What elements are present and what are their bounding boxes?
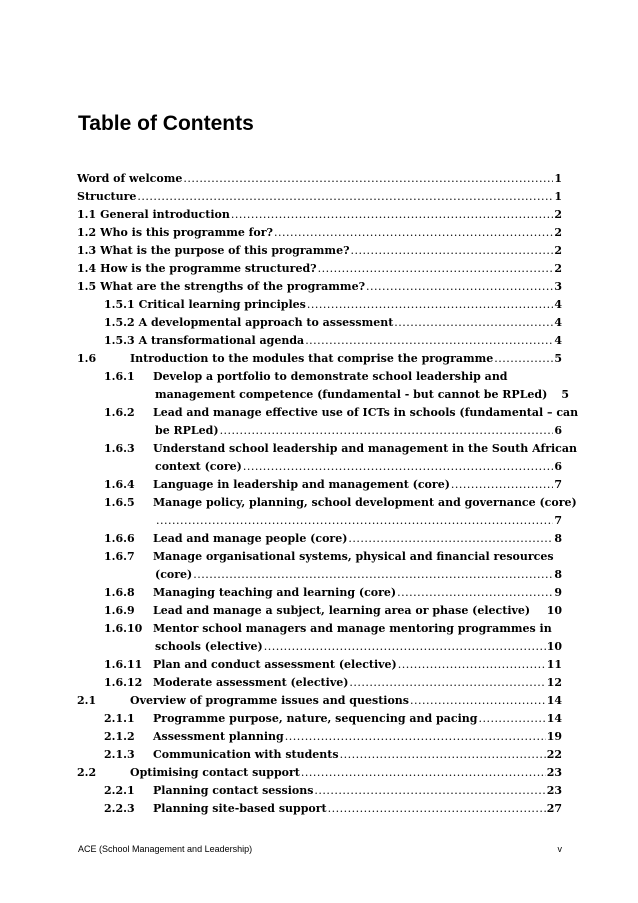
toc-page-number: 27: [546, 802, 562, 815]
toc-page-number: 4: [554, 298, 562, 311]
toc-entry-text: Understand school leadership and management in the South African: [153, 442, 577, 455]
toc-entry-text: Plan and conduct assessment (elective): [153, 658, 397, 671]
toc-entry-text: What is the purpose of this programme?: [100, 244, 350, 257]
toc-entry-text: context (core): [155, 460, 242, 473]
toc-entry-number: 1.1: [77, 208, 97, 221]
leader-dots: [193, 566, 553, 584]
toc-page-number: 6: [554, 424, 562, 437]
toc-entry-number: 1.6.10: [104, 622, 143, 635]
footer-document-title: ACE (School Management and Leadership): [78, 844, 253, 854]
leader-dots: [351, 242, 554, 260]
toc-page-number: 14: [546, 694, 562, 707]
toc-entry-text: Introduction to the modules that comprise the programme: [130, 352, 494, 365]
toc-entry-text: Lead and manage effective use of ICTs in schools (fundamental – can: [153, 406, 579, 419]
toc-page-number: 2: [554, 226, 562, 239]
toc-entry-text: Lead and manage people (core): [153, 532, 348, 545]
leader-dots: [137, 188, 553, 206]
leader-dots: [478, 710, 545, 728]
toc-entry-number: 2.1.1: [104, 712, 135, 725]
toc-page-number: 2: [554, 262, 562, 275]
toc-entry-number: 1.6.1: [104, 370, 135, 383]
toc-entry-1-5-1[interactable]: [77, 296, 562, 314]
toc-entry-1-5-3[interactable]: [77, 332, 562, 350]
toc-entry-1-6-3-continued[interactable]: [77, 458, 562, 476]
toc-entry-number: 1.6.4: [104, 478, 135, 491]
toc-entry-1-6-4[interactable]: [77, 476, 562, 494]
toc-entry-text: Mentor school managers and manage mentoring programmes in: [153, 622, 552, 635]
leader-dots: [398, 656, 546, 674]
leader-dots: [220, 422, 554, 440]
toc-entry-text: Assessment planning: [153, 730, 284, 743]
toc-entry-1-3[interactable]: [77, 242, 562, 260]
toc-entry-text: Who is this programme for?: [100, 226, 273, 239]
toc-entry-number: 1.6.5: [104, 496, 135, 509]
toc-page-number: 23: [546, 766, 562, 779]
toc-entry-number: 2.1.3: [104, 748, 135, 761]
toc-entry-2-1-1[interactable]: [77, 710, 562, 728]
toc-entry-2-1[interactable]: [77, 692, 562, 710]
toc-entry-1-6-10[interactable]: [77, 620, 562, 638]
toc-entry-number: 1.5.2: [104, 316, 135, 329]
leader-dots: [285, 728, 546, 746]
toc-entry-2-2[interactable]: [77, 764, 562, 782]
toc-page-number: 14: [546, 712, 562, 725]
toc-entry-number: 1.2: [77, 226, 97, 239]
toc-page-number: 10: [546, 640, 562, 653]
toc-entry-text: Moderate assessment (elective): [153, 676, 349, 689]
toc-entry-text: (core): [155, 568, 193, 581]
toc-entry-number: 2.1.2: [104, 730, 135, 743]
toc-page-number: 8: [554, 532, 562, 545]
toc-entry-1-6-1-continued[interactable]: [77, 386, 569, 404]
leader-dots: [183, 170, 553, 188]
toc-entry-text: Structure: [77, 190, 137, 203]
toc-entry-text: Communication with students: [153, 748, 339, 761]
toc-entry-text: Language in leadership and management (core): [153, 478, 450, 491]
leader-dots: [494, 350, 553, 368]
leader-dots: [348, 530, 553, 548]
toc-entry-1-6-11[interactable]: [77, 656, 562, 674]
toc-page-number: 7: [554, 478, 562, 491]
toc-page-number: 2: [554, 208, 562, 221]
toc-entry-2-2-1[interactable]: [77, 782, 562, 800]
leader-dots: [410, 692, 546, 710]
toc-entry-text: schools (elective): [155, 640, 263, 653]
toc-entry-2-1-2[interactable]: [77, 728, 562, 746]
toc-entry-1-6-9[interactable]: [77, 602, 562, 620]
toc-page-number: 6: [554, 460, 562, 473]
toc-entry-number: 1.4: [77, 262, 97, 275]
toc-page-number: 4: [554, 316, 562, 329]
leader-dots: [314, 782, 545, 800]
toc-entry-text: Manage policy, planning, school development and governance (core): [153, 496, 577, 509]
toc-entry-1-6-2-continued[interactable]: [77, 422, 562, 440]
toc-entry-number: 1.6.3: [104, 442, 135, 455]
toc-entry-number: 1.6: [77, 352, 97, 365]
toc-entry-text: Word of welcome: [77, 172, 183, 185]
table-of-contents: [77, 170, 579, 818]
toc-page-number: 8: [554, 568, 562, 581]
toc-entry-1-2[interactable]: [77, 224, 562, 242]
toc-entry-1-6-5-continued[interactable]: [77, 512, 562, 530]
toc-page-number: 5: [561, 388, 569, 401]
toc-entry-number: 1.6.9: [104, 604, 135, 617]
toc-page-number: 9: [554, 586, 562, 599]
toc-entry-text: Manage organisational systems, physical and financial resources: [153, 550, 554, 563]
toc-entry-text: Optimising contact support: [130, 766, 300, 779]
toc-entry-number: 1.6.7: [104, 550, 135, 563]
toc-entry-number: 2.2.1: [104, 784, 135, 797]
toc-entry-text: A transformational agenda: [138, 334, 305, 347]
toc-entry-number: 1.3: [77, 244, 97, 257]
toc-entry-number: 1.6.12: [104, 676, 143, 689]
toc-entry-number: 2.2.3: [104, 802, 135, 815]
toc-entry-text: General introduction: [100, 208, 230, 221]
leader-dots: [349, 674, 545, 692]
toc-entry-1-5[interactable]: [77, 278, 562, 296]
toc-entry-text: Planning site-based support: [153, 802, 327, 815]
toc-page-number: 10: [546, 604, 562, 617]
toc-page-number: 3: [554, 280, 562, 293]
toc-entry-number: 1.5.3: [104, 334, 135, 347]
toc-entry-number: 1.5.1: [104, 298, 135, 311]
toc-entry-text: management competence (fundamental - but cannot be RPLed): [155, 388, 548, 401]
leader-dots: [264, 638, 546, 656]
toc-entry-number: 1.5: [77, 280, 97, 293]
toc-entry-text: Planning contact sessions: [153, 784, 314, 797]
toc-entry-text: Overview of programme issues and questions: [130, 694, 409, 707]
leader-dots: [305, 332, 553, 350]
toc-entry-1-6-8[interactable]: [77, 584, 562, 602]
toc-entry-1-6-5[interactable]: [77, 494, 577, 512]
leader-dots: [231, 206, 554, 224]
toc-entry-1-6-10-continued[interactable]: [77, 638, 562, 656]
toc-entry-1-6[interactable]: [77, 350, 562, 368]
toc-entry-structure[interactable]: [77, 188, 562, 206]
toc-entry-text: Critical learning principles: [138, 298, 306, 311]
toc-entry-1-6-12[interactable]: [77, 674, 562, 692]
toc-page-number: 1: [554, 190, 562, 203]
toc-entry-text: be RPLed): [155, 424, 219, 437]
leader-dots: [394, 314, 553, 332]
toc-entry-number: 2.2: [77, 766, 97, 779]
toc-page-number: 7: [554, 514, 562, 527]
toc-entry-number: 1.6.6: [104, 532, 135, 545]
toc-entry-1-6-7-continued[interactable]: [77, 566, 562, 584]
toc-entry-1-4[interactable]: [77, 260, 562, 278]
toc-page-number: 23: [546, 784, 562, 797]
leader-dots: [318, 260, 554, 278]
toc-entry-text: Lead and manage a subject, learning area or phase (elective): [153, 604, 531, 617]
toc-entry-word-of-welcome[interactable]: [77, 170, 562, 188]
toc-page-number: 4: [554, 334, 562, 347]
toc-page-number: 1: [554, 172, 562, 185]
leader-dots: [301, 764, 546, 782]
toc-entry-1-6-6[interactable]: [77, 530, 562, 548]
toc-page-number: 12: [546, 676, 562, 689]
page-footer: [78, 844, 562, 854]
leader-dots: [340, 746, 546, 764]
toc-entry-1-6-2[interactable]: [77, 404, 579, 422]
toc-entry-text: Programme purpose, nature, sequencing and pacing: [153, 712, 478, 725]
toc-entry-number: 2.1: [77, 694, 97, 707]
toc-entry-text: Develop a portfolio to demonstrate school leadership and: [153, 370, 508, 383]
toc-page-number: 5: [554, 352, 562, 365]
toc-entry-2-2-3[interactable]: [77, 800, 562, 818]
toc-entry-number: 1.6.11: [104, 658, 143, 671]
toc-entry-1-1[interactable]: [77, 206, 562, 224]
toc-page-number: 19: [546, 730, 562, 743]
toc-entry-1-6-1[interactable]: [77, 368, 562, 386]
toc-entry-text: What are the strengths of the programme?: [100, 280, 366, 293]
leader-dots: [451, 476, 553, 494]
toc-page-number: 22: [546, 748, 562, 761]
footer-page-number: v: [557, 844, 562, 854]
toc-entry-1-6-7[interactable]: [77, 548, 562, 566]
leader-dots: [397, 584, 553, 602]
toc-entry-1-6-3[interactable]: [77, 440, 577, 458]
leader-dots: [366, 278, 553, 296]
toc-entry-1-5-2[interactable]: [77, 314, 562, 332]
page-title: Table of Contents: [78, 112, 254, 135]
toc-page-number: 2: [554, 244, 562, 257]
toc-entry-text: Managing teaching and learning (core): [153, 586, 397, 599]
toc-entry-number: 1.6.8: [104, 586, 135, 599]
toc-entry-number: 1.6.2: [104, 406, 135, 419]
leader-dots: [156, 512, 553, 530]
leader-dots: [243, 458, 554, 476]
toc-page-number: 11: [546, 658, 562, 671]
leader-dots: [307, 296, 554, 314]
toc-entry-2-1-3[interactable]: [77, 746, 562, 764]
toc-entry-text: How is the programme structured?: [100, 262, 317, 275]
leader-dots: [274, 224, 553, 242]
toc-entry-text: A developmental approach to assessment: [138, 316, 394, 329]
leader-dots: [328, 800, 546, 818]
